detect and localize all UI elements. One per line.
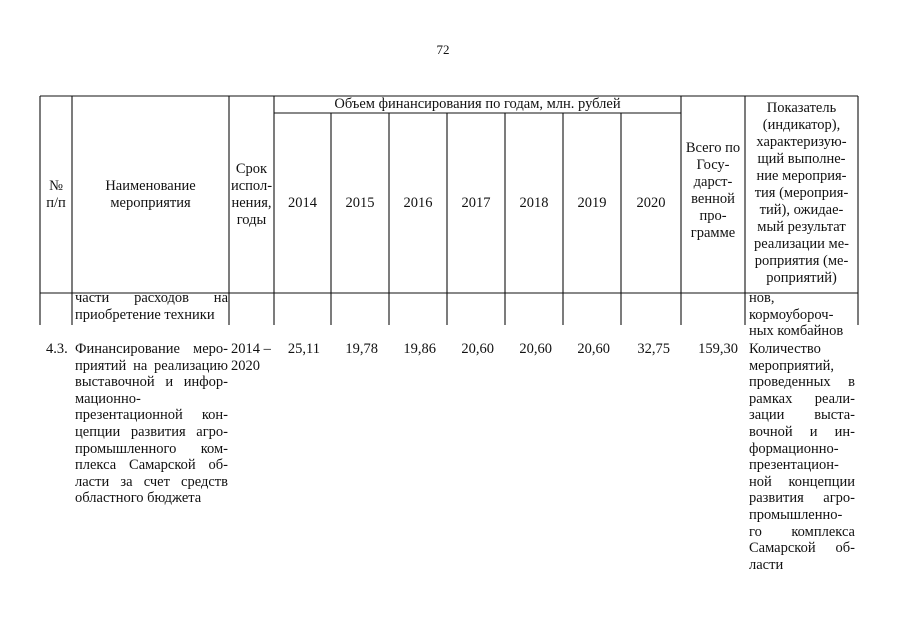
text-line: цепции развития агро- <box>75 423 228 440</box>
header-indicator: Показатель (индикатор), характеризую- щий выполне- ние мероприя- тия (мероприя- тий), ожидае- мый результат реализации ме- роприятия (ме- роприятий) <box>754 99 849 286</box>
row-value-2017: 20,60 <box>461 341 494 357</box>
continued-row-name <box>75 290 228 323</box>
text-line: плекса Самарской об- <box>75 457 228 474</box>
header-funding-group: Объем финансирования по годам, млн. рублей <box>334 96 621 112</box>
header-year: 2017 <box>461 194 491 211</box>
row-value-2019: 20,60 <box>577 341 610 357</box>
text-line: го комплекса <box>749 523 855 540</box>
page-number: 72 <box>436 42 450 57</box>
text-line: Количество <box>749 341 821 357</box>
text-line: ной концепции <box>749 473 855 490</box>
text-line: ласти за счет средств <box>75 473 228 490</box>
row-total: 159,30 <box>698 341 738 357</box>
text-line: нов, <box>749 290 775 306</box>
text-line: проведенных в <box>749 374 855 391</box>
text-line: формационно- <box>749 440 839 457</box>
header-year: 2015 <box>345 194 375 211</box>
header-term: Срок испол- нения, годы <box>230 160 273 228</box>
row-indicator <box>749 341 855 573</box>
header-year: 2014 <box>288 194 317 211</box>
row-value-2015: 19,78 <box>345 341 378 357</box>
text-line: промышленно- <box>749 506 843 523</box>
row-term: 2014 – 2020 <box>231 341 271 374</box>
text-line: развития агро- <box>749 490 855 507</box>
row-value-2014: 25,11 <box>287 341 320 357</box>
text-line: мероприятий, <box>749 357 835 374</box>
row-name <box>75 341 228 507</box>
text-line: ных комбайнов <box>749 323 844 340</box>
text-line: областного бюджета <box>75 490 202 507</box>
text-line: рамках реали- <box>749 390 855 407</box>
text-line: зации выста- <box>749 407 855 424</box>
text-line: презентацион- <box>749 457 839 474</box>
header-total: Всего по Госу- дарст- венной про- грамме <box>685 140 741 241</box>
header-name: Наименование мероприятия <box>105 177 196 211</box>
text-line: промышленного ком- <box>75 440 228 457</box>
continued-row-indicator <box>749 290 855 340</box>
row-number: 4.3. <box>46 341 68 357</box>
row-value-2016: 19,86 <box>403 341 436 357</box>
header-year: 2018 <box>519 194 549 211</box>
row-value-2020: 32,75 <box>637 341 670 357</box>
text-line: Самарской об- <box>749 540 855 557</box>
text-line: презентационной кон- <box>75 407 228 424</box>
text-line: вочной и ин- <box>749 423 855 440</box>
text-line: кормоубороч- <box>749 306 834 323</box>
text-line: части расходов на <box>75 290 228 306</box>
text-line: мационно- <box>75 390 141 407</box>
header-year: 2019 <box>577 194 607 211</box>
header-number: № п/п <box>46 177 66 211</box>
text-line: Финансирование меро- <box>75 341 228 357</box>
text-line: приятий на реализацию <box>75 357 228 374</box>
text-line: приобретение техники <box>75 306 215 323</box>
text-line: выставочной и инфор- <box>75 374 228 391</box>
header-year: 2016 <box>403 194 433 211</box>
header-year: 2020 <box>636 194 666 211</box>
text-line: ласти <box>749 556 784 573</box>
row-value-2018: 20,60 <box>519 341 552 357</box>
